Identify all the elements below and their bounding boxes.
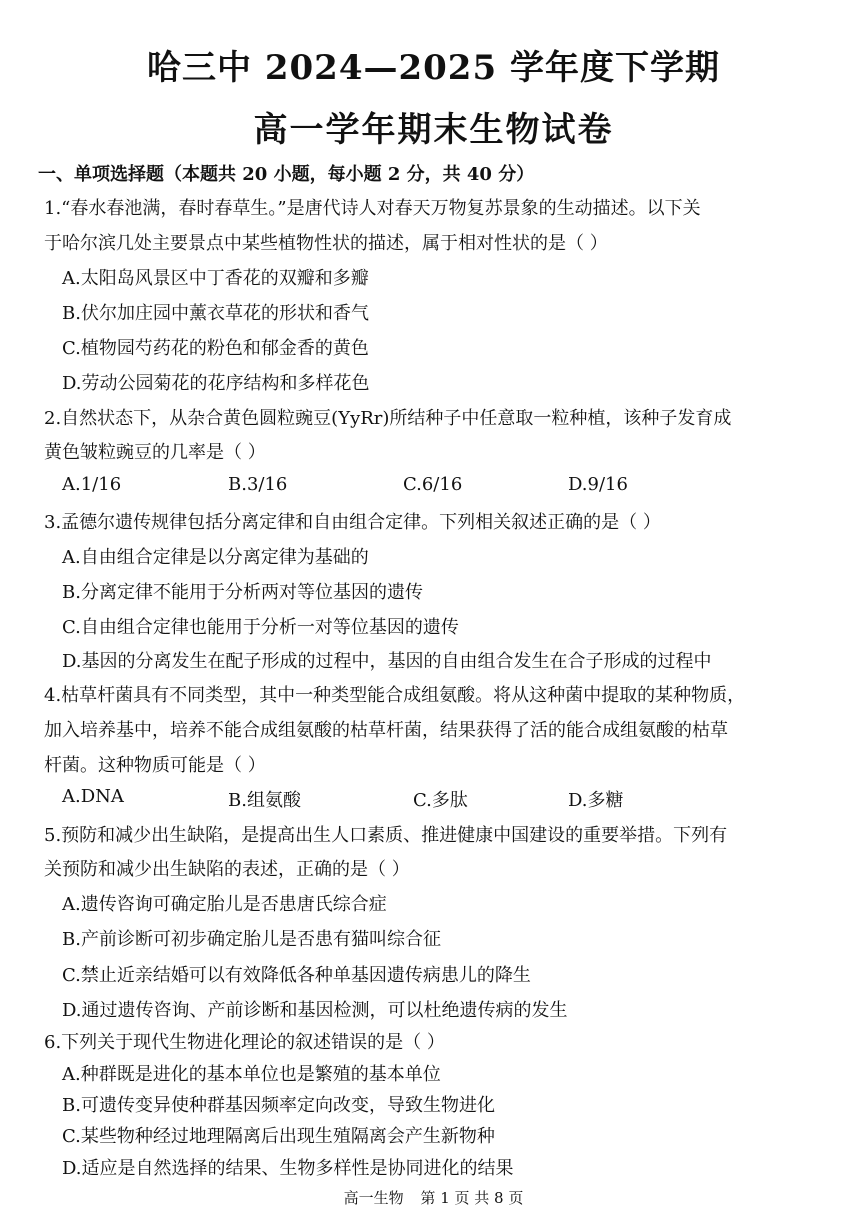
q3-option-c: C.自由组合定律也能用于分析一对等位基因的遗传 [62, 617, 459, 638]
q1-stem-line2: 于哈尔滨几处主要景点中某些植物性状的描述，属于相对性状的是（ ） [44, 233, 608, 254]
q4-option-d: D.多糖 [568, 790, 624, 811]
footer-subject: 高一生物 [343, 1189, 404, 1207]
q4-stem-line1: 4.枯草杆菌具有不同类型，其中一种类型能合成组氨酸。将从这种菌中提取的某种物质， [44, 685, 746, 706]
q5-option-b: B.产前诊断可初步确定胎儿是否患有猫叫综合征 [62, 929, 441, 950]
q4-stem-line3: 杆菌。这种物质可能是（ ） [44, 755, 266, 776]
q5-stem-line2: 关预防和减少出生缺陷的表述，正确的是（ ） [44, 859, 410, 880]
exam-title-line2: 高一学年期末生物试卷 [253, 110, 614, 150]
exam-title-line1: 哈三中 2024—2025 学年度下学期 [147, 48, 720, 88]
q2-stem-line1: 2.自然状态下，从杂合黄色圆粒豌豆(YyRr)所结种子中任意取一粒种植，该种子发育成 [44, 408, 732, 429]
q3-stem-line1: 3.孟德尔遗传规律包括分离定律和自由组合定律。下列相关叙述正确的是（ ） [44, 512, 661, 533]
footer-page-number: 第 1 页 共 8 页 [420, 1189, 524, 1207]
q6-option-d: D.适应是自然选择的结果、生物多样性是协同进化的结果 [62, 1158, 514, 1179]
q4-stem-line2: 加入培养基中，培养不能合成组氨酸的枯草杆菌，结果获得了活的能合成组氨酸的枯草 [44, 720, 728, 741]
q5-option-d: D.通过遗传咨询、产前诊断和基因检测，可以杜绝遗传病的发生 [62, 1000, 568, 1021]
q4-option-b: B.组氨酸 [228, 790, 301, 811]
q4-option-c: C.多肽 [413, 790, 468, 811]
q6-stem-line1: 6.下列关于现代生物进化理论的叙述错误的是（ ） [44, 1032, 445, 1053]
q6-option-c: C.某些物种经过地理隔离后出现生殖隔离会产生新物种 [62, 1126, 495, 1147]
q6-option-a: A.种群既是进化的基本单位也是繁殖的基本单位 [62, 1064, 441, 1085]
q5-option-c: C.禁止近亲结婚可以有效降低各种单基因遗传病患儿的降生 [62, 965, 531, 986]
q2-option-d: D.9/16 [568, 474, 628, 495]
q1-option-c: C.植物园芍药花的粉色和郁金香的黄色 [62, 338, 369, 359]
q3-option-a: A.自由组合定律是以分离定律为基础的 [62, 547, 369, 568]
q2-option-b: B.3/16 [228, 474, 288, 495]
q6-option-b: B.可遗传变异使种群基因频率定向改变，导致生物进化 [62, 1095, 495, 1116]
q1-option-a: A.太阳岛风景区中丁香花的双瓣和多瓣 [62, 268, 369, 289]
q3-option-b: B.分离定律不能用于分析两对等位基因的遗传 [62, 582, 423, 603]
q3-option-d: D.基因的分离发生在配子形成的过程中，基因的自由组合发生在合子形成的过程中 [62, 651, 712, 672]
q2-option-c: C.6/16 [403, 474, 463, 495]
q4-option-a: A.DNA [62, 786, 124, 807]
q2-stem-line2: 黄色皱粒豌豆的几率是（ ） [44, 442, 266, 463]
q5-stem-line1: 5.预防和减少出生缺陷，是提高出生人口素质、推进健康中国建设的重要举措。下列有 [44, 825, 728, 846]
section-heading: 一、单项选择题（本题共 20 小题，每小题 2 分，共 40 分） [38, 164, 535, 185]
q1-option-b: B.伏尔加庄园中薰衣草花的形状和香气 [62, 303, 369, 324]
q1-stem-line1: 1.“春水春池满，春时春草生。”是唐代诗人对春天万物复苏景象的生动描述。以下关 [44, 198, 701, 219]
q2-option-a: A.1/16 [62, 474, 122, 495]
q5-option-a: A.遗传咨询可确定胎儿是否患唐氏综合症 [62, 894, 387, 915]
q1-option-d: D.劳动公园菊花的花序结构和多样花色 [62, 373, 370, 394]
page-footer [0, 1187, 867, 1208]
